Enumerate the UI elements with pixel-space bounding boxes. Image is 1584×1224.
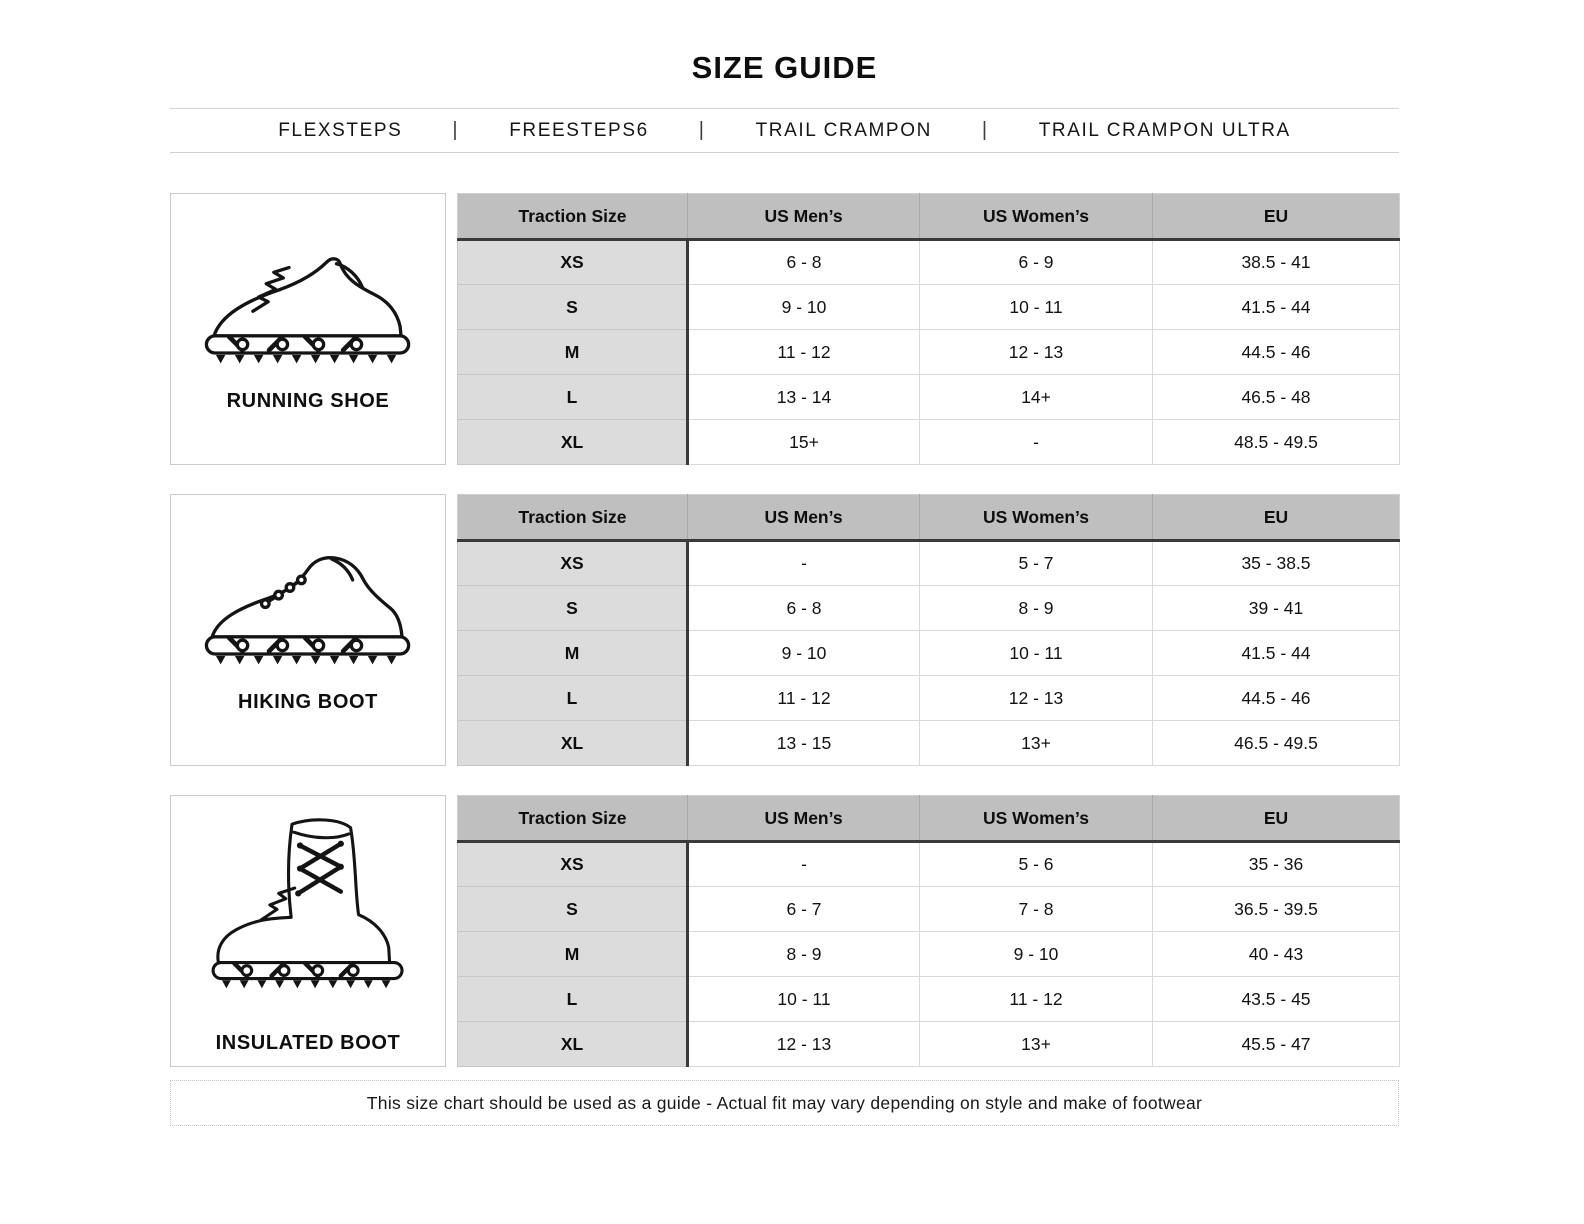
table-row	[458, 375, 1400, 420]
table-row	[458, 977, 1400, 1022]
column-header-traction-size: Traction Size	[458, 796, 688, 842]
traction-size-cell: XS	[458, 240, 688, 285]
column-header-us-mens: US Men’s	[688, 796, 920, 842]
hiking-boot-with-traction-icon	[198, 541, 418, 691]
us-womens-cell: 9 - 10	[920, 932, 1153, 977]
table-row	[458, 631, 1400, 676]
traction-size-cell: S	[458, 887, 688, 932]
eu-cell: 45.5 - 47	[1153, 1022, 1400, 1067]
us-womens-cell: 10 - 11	[920, 285, 1153, 330]
header-row	[458, 495, 1400, 541]
us-mens-cell: 6 - 7	[688, 887, 920, 932]
traction-size-cell: XS	[458, 842, 688, 887]
traction-size-cell: XL	[458, 1022, 688, 1067]
table-row	[458, 240, 1400, 285]
column-header-eu: EU	[1153, 796, 1400, 842]
table-row	[458, 1022, 1400, 1067]
traction-size-cell: XL	[458, 420, 688, 465]
nav-separator: |	[452, 119, 460, 141]
us-womens-cell: 12 - 13	[920, 676, 1153, 721]
footnote-text: This size chart should be used as a guide - Actual fit may vary depending on style and make of footwear	[366, 1092, 1203, 1113]
section-hiking-boot	[170, 494, 1399, 766]
section-insulated-boot	[170, 795, 1399, 1067]
us-womens-cell: 11 - 12	[920, 977, 1153, 1022]
traction-size-cell: XL	[458, 721, 688, 766]
traction-size-cell: M	[458, 631, 688, 676]
eu-cell: 40 - 43	[1153, 932, 1400, 977]
eu-cell: 38.5 - 41	[1153, 240, 1400, 285]
eu-cell: 35 - 36	[1153, 842, 1400, 887]
us-womens-cell: 7 - 8	[920, 887, 1153, 932]
panel-label-insulated-boot: INSULATED BOOT	[215, 1032, 401, 1054]
table-row	[458, 420, 1400, 465]
us-womens-cell: 8 - 9	[920, 586, 1153, 631]
us-womens-cell: 5 - 6	[920, 842, 1153, 887]
us-mens-cell: 12 - 13	[688, 1022, 920, 1067]
eu-cell: 48.5 - 49.5	[1153, 420, 1400, 465]
us-mens-cell: 11 - 12	[688, 330, 920, 375]
us-womens-cell: 13+	[920, 721, 1153, 766]
footnote-box	[170, 1080, 1399, 1126]
table-row	[458, 330, 1400, 375]
us-womens-cell: 10 - 11	[920, 631, 1153, 676]
eu-cell: 39 - 41	[1153, 586, 1400, 631]
eu-cell: 41.5 - 44	[1153, 631, 1400, 676]
insulated-boot-with-traction-icon	[206, 810, 410, 1022]
running-shoe-with-traction-icon	[198, 240, 418, 390]
column-header-us-mens: US Men’s	[688, 495, 920, 541]
traction-size-cell: XS	[458, 541, 688, 586]
us-mens-cell: 13 - 14	[688, 375, 920, 420]
eu-cell: 44.5 - 46	[1153, 676, 1400, 721]
table-row	[458, 676, 1400, 721]
nav-link-flexsteps[interactable]: FLEXSTEPS	[278, 119, 403, 141]
traction-size-cell: M	[458, 330, 688, 375]
header-row	[458, 194, 1400, 240]
us-womens-cell: 6 - 9	[920, 240, 1153, 285]
us-mens-cell: 15+	[688, 420, 920, 465]
us-womens-cell: 12 - 13	[920, 330, 1153, 375]
panel-label-hiking-boot: HIKING BOOT	[238, 691, 378, 713]
us-mens-cell: 9 - 10	[688, 631, 920, 676]
eu-cell: 41.5 - 44	[1153, 285, 1400, 330]
eu-cell: 44.5 - 46	[1153, 330, 1400, 375]
nav-link-trail-crampon[interactable]: TRAIL CRAMPON	[755, 119, 932, 141]
traction-size-cell: L	[458, 977, 688, 1022]
table-row	[458, 932, 1400, 977]
column-header-us-mens: US Men’s	[688, 194, 920, 240]
us-mens-cell: -	[688, 541, 920, 586]
eu-cell: 36.5 - 39.5	[1153, 887, 1400, 932]
table-row	[458, 541, 1400, 586]
column-header-us-womens: US Women’s	[920, 796, 1153, 842]
nav-separator: |	[981, 119, 989, 141]
us-womens-cell: 5 - 7	[920, 541, 1153, 586]
running-shoe-size-table	[457, 193, 1400, 465]
product-nav	[170, 108, 1399, 153]
insulated-boot-size-table	[457, 795, 1400, 1067]
page-title: SIZE GUIDE	[691, 50, 878, 85]
hiking-boot-size-table	[457, 494, 1400, 766]
nav-separator: |	[698, 119, 706, 141]
us-womens-cell: 14+	[920, 375, 1153, 420]
panel-label-running-shoe: RUNNING SHOE	[226, 390, 390, 412]
table-row	[458, 887, 1400, 932]
eu-cell: 46.5 - 49.5	[1153, 721, 1400, 766]
us-womens-cell: -	[920, 420, 1153, 465]
column-header-us-womens: US Women’s	[920, 194, 1153, 240]
traction-size-cell: S	[458, 586, 688, 631]
column-header-traction-size: Traction Size	[458, 495, 688, 541]
table-row	[458, 721, 1400, 766]
header-row	[458, 796, 1400, 842]
nav-link-freesteps6[interactable]: FREESTEPS6	[509, 119, 649, 141]
traction-size-cell: M	[458, 932, 688, 977]
us-mens-cell: -	[688, 842, 920, 887]
traction-size-cell: L	[458, 676, 688, 721]
eu-cell: 35 - 38.5	[1153, 541, 1400, 586]
section-running-shoe	[170, 193, 1399, 465]
insulated-boot-panel	[170, 795, 446, 1067]
traction-size-cell: L	[458, 375, 688, 420]
hiking-boot-panel	[170, 494, 446, 766]
eu-cell: 43.5 - 45	[1153, 977, 1400, 1022]
table-row	[458, 842, 1400, 887]
us-mens-cell: 8 - 9	[688, 932, 920, 977]
us-mens-cell: 6 - 8	[688, 586, 920, 631]
size-guide-page	[170, 0, 1399, 1126]
column-header-us-womens: US Women’s	[920, 495, 1153, 541]
eu-cell: 46.5 - 48	[1153, 375, 1400, 420]
column-header-eu: EU	[1153, 194, 1400, 240]
running-shoe-panel	[170, 193, 446, 465]
us-mens-cell: 10 - 11	[688, 977, 920, 1022]
us-mens-cell: 6 - 8	[688, 240, 920, 285]
us-womens-cell: 13+	[920, 1022, 1153, 1067]
us-mens-cell: 11 - 12	[688, 676, 920, 721]
column-header-traction-size: Traction Size	[458, 194, 688, 240]
column-header-eu: EU	[1153, 495, 1400, 541]
table-row	[458, 586, 1400, 631]
nav-link-trail-crampon-ultra[interactable]: TRAIL CRAMPON ULTRA	[1038, 119, 1291, 141]
us-mens-cell: 9 - 10	[688, 285, 920, 330]
traction-size-cell: S	[458, 285, 688, 330]
table-row	[458, 285, 1400, 330]
us-mens-cell: 13 - 15	[688, 721, 920, 766]
